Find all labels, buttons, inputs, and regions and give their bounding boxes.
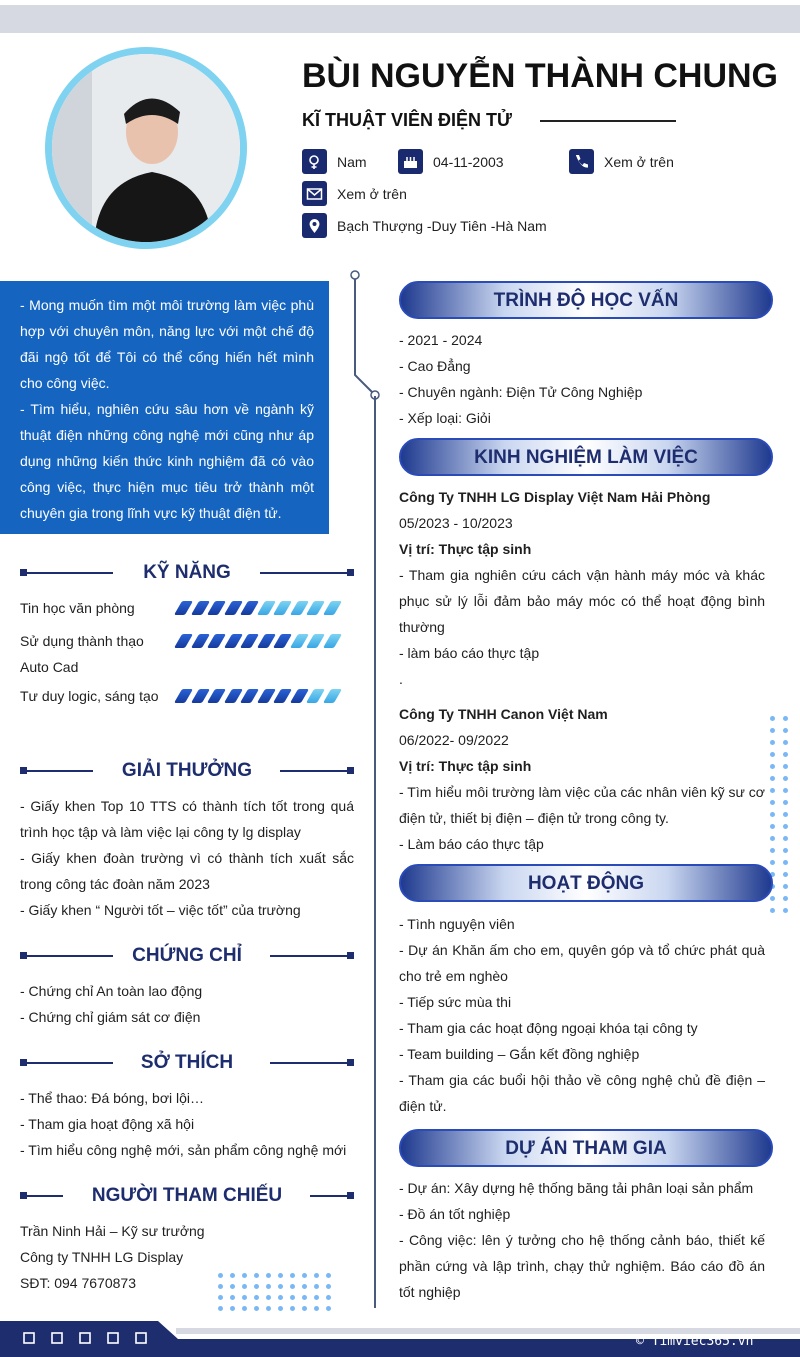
avatar [52,54,240,242]
list-item: - Làm báo cáo thực tập [399,836,544,852]
skill-bar [178,689,343,703]
skill-bar-segment [174,689,193,703]
decor-dot [783,728,788,733]
candidate-name: BÙI NGUYỄN THÀNH CHUNG [302,57,778,95]
decor-dot [302,1295,307,1300]
cake-icon [398,149,423,174]
certificates-list [20,978,354,1030]
list-item: SĐT: 094 7670873 [20,1275,136,1291]
decor-dot [290,1273,295,1278]
decor-dot [290,1306,295,1311]
decor-dot [218,1306,223,1311]
decor-dots [218,1273,331,1311]
decor-dot [783,908,788,913]
references-heading: NGƯỜI THAM CHIẾU [20,1186,354,1206]
address-row [302,213,547,238]
phone-value: Xem ở trên [604,153,674,170]
skill-bar-segment [273,601,292,615]
decor-dot [278,1306,283,1311]
decor-dot [230,1295,235,1300]
decor-dot [278,1284,283,1289]
decor-dot [783,896,788,901]
decor-dot [326,1273,331,1278]
decor-dot [770,740,775,745]
decor-dot [314,1295,319,1300]
birthday-value: 04-11-2003 [433,153,504,170]
decor-dot [770,896,775,901]
activities-list [399,911,765,1119]
skill-name: Tư duy logic, sáng tạo [20,688,159,704]
awards-list [20,793,354,923]
list-item: - Giấy khen Top 10 TTS có thành tích tốt trong quá trình học tập và làm việc lại công ty lg display [20,798,354,840]
list-item: - Chuyên ngành: Điện Tử Công Nghiệp [399,384,643,400]
skill-bar-segment [306,689,325,703]
decor-dot [770,776,775,781]
watermark: © Timviec365.vn [636,1334,754,1349]
timeline-connector [345,265,385,405]
skill-bar-segment [273,634,292,648]
skill-bar-segment [240,634,259,648]
skill-bar [178,601,343,615]
skill-bar-segment [322,689,341,703]
decor-dot [770,728,775,733]
skill-name: Tin học văn phòng [20,600,135,616]
list-item: - Tìm hiểu công nghệ mới, sản phẩm công nghệ mới [20,1142,347,1158]
decor-dot [242,1284,247,1289]
list-item: - Tham gia các hoạt động ngoại khóa tại công ty [399,1020,698,1036]
certificates-heading: CHỨNG CHỈ [20,946,354,966]
decor-dot [242,1273,247,1278]
decor-dot [770,848,775,853]
person-icon [52,54,240,242]
decor-dot [783,740,788,745]
skill-bar [178,634,343,648]
decor-dot [266,1295,271,1300]
decor-dot [770,716,775,721]
awards-heading: GIẢI THƯỞNG [20,761,354,781]
list-item: - Giấy khen đoàn trường vì có thành tích xuất sắc trong công tác đoàn năm 2023 [20,850,354,892]
education-heading: TRÌNH ĐỘ HỌC VẤN [399,281,773,319]
career-objective [0,281,329,534]
decor-dot [783,788,788,793]
decor-dot [242,1295,247,1300]
list-item: - Tình nguyện viên [399,916,515,932]
decor-dot [783,752,788,757]
list-item: - Thể thao: Đá bóng, bơi lội… [20,1090,205,1106]
top-band [0,5,800,33]
decor-dot [770,788,775,793]
experience-heading: KINH NGHIỆM LÀM VIỆC [399,438,773,476]
email-value: Xem ở trên [337,185,407,202]
phone-row [569,149,674,174]
decor-dot [242,1306,247,1311]
decor-dot [254,1306,259,1311]
decor-dot [326,1284,331,1289]
decor-dot [314,1273,319,1278]
decor-dot [783,848,788,853]
timeline-line [374,396,376,1308]
list-item: Trần Ninh Hải – Kỹ sư trưởng [20,1223,205,1239]
list-item: - Tham gia nghiên cứu cách vận hành máy móc và khác phục sử lý lỗi đảm bảo máy móc có thể hoạt động bình thường [399,567,765,635]
skill-bar-segment [174,601,193,615]
decor-dot [230,1306,235,1311]
list-item: - Xếp loại: Giỏi [399,410,491,426]
projects-list [399,1175,765,1305]
email-row [302,181,407,206]
skills-heading: KỸ NĂNG [20,563,354,583]
avatar-ring [45,47,247,249]
education-list [399,327,765,431]
decor-dot [254,1284,259,1289]
skill-bar-segment [273,689,292,703]
decor-dot [770,764,775,769]
skill-bar-segment [322,601,341,615]
decor-dot [783,884,788,889]
decor-dot [302,1273,307,1278]
decor-dot [290,1284,295,1289]
skill-bar-segment [207,689,226,703]
decor-dot [254,1295,259,1300]
decor-dot [770,908,775,913]
list-item: - Tham gia các buổi hội thảo về công nghệ chủ đề điện – điện tử. [399,1072,765,1114]
company-name: Công Ty TNHH LG Display Việt Nam Hải Phòng [399,489,711,505]
activities-heading: HOẠT ĐỘNG [399,864,773,902]
projects-heading: DỰ ÁN THAM GIA [399,1129,773,1167]
list-item: - làm báo cáo thực tập [399,645,540,661]
decor-dot [302,1284,307,1289]
skill-bar-segment [207,634,226,648]
decor-dot [278,1295,283,1300]
decor-dot [783,800,788,805]
decor-dot [770,752,775,757]
list-item: - Chứng chỉ giám sát cơ điện [20,1009,201,1025]
decor-dot [218,1273,223,1278]
job-period: 05/2023 - 10/2023 [399,515,513,531]
decor-dot [783,764,788,769]
decor-dot [218,1284,223,1289]
gender-value: Nam [337,153,367,170]
list-item: - Đồ án tốt nghiệp [399,1206,511,1222]
hobbies-heading: SỞ THÍCH [20,1053,354,1073]
decor-dot [770,812,775,817]
decor-dot [326,1306,331,1311]
gender-icon [302,149,327,174]
job-title: KĨ THUẬT VIÊN ĐIỆN TỬ [302,110,512,130]
list-item: - Dự án: Xây dựng hệ thống băng tải phân loại sản phẩm [399,1180,754,1196]
list-item: Công ty TNHH LG Display [20,1249,184,1265]
decor-dot [783,836,788,841]
decor-dot [783,812,788,817]
list-item: - 2021 - 2024 [399,332,483,348]
skill-bar-segment [240,689,259,703]
job-position: Vị trí: Thực tập sinh [399,541,532,557]
list-item: - Team building – Gắn kết đồng nghiệp [399,1046,640,1062]
list-item: - Tham gia hoạt động xã hội [20,1116,195,1132]
address-value: Bạch Thượng -Duy Tiên -Hà Nam [337,217,547,234]
decor-dot [783,776,788,781]
skill-bar-segment [306,634,325,648]
list-item: . [399,671,403,687]
job-period: 06/2022- 09/2022 [399,732,509,748]
decor-dot [254,1273,259,1278]
decor-dot [326,1295,331,1300]
list-item: - Chứng chỉ An toàn lao động [20,983,203,999]
decor-dot [770,860,775,865]
decor-dot [783,860,788,865]
decor-dot [230,1273,235,1278]
decor-dot [770,800,775,805]
objective-text: - Mong muốn tìm một môi trường làm việc phù hợp với chuyên môn, năng lực với một chế độ đãi ngộ tốt để Tôi có thể cống hiến hết mình cho công việc. - Tìm hiểu, nghiên cứu sâu hơn về ngành kỹ thuật điện những công nghệ mới cũng như áp dụng những kiến thức kinh nghiệm đã có vào công việc, thực hiện mục tiêu trở thành một chuyên gia trong lĩnh vực kỹ thuật điện tử. [20,297,314,521]
decor-dot [278,1273,283,1278]
company-name: Công Ty TNHH Canon Việt Nam [399,706,608,722]
skill-bar-segment [322,634,341,648]
decor-dot [266,1273,271,1278]
list-item: - Công việc: lên ý tưởng cho hệ thống cảnh báo, thiết kế phần cứng và lập trình, chạy thử nghiệm. Báo cáo đồ án tốt nghiệp [399,1232,765,1300]
decor-dot [770,836,775,841]
list-item: - Giấy khen “ Người tốt – việc tốt” của trường [20,902,301,918]
decor-dot [314,1306,319,1311]
location-pin-icon [302,213,327,238]
skill-bar-segment [207,601,226,615]
decor-dot [783,872,788,877]
decor-dot [783,716,788,721]
job-position: Vị trí: Thực tập sinh [399,758,532,774]
decor-dot [218,1295,223,1300]
decor-dot [230,1284,235,1289]
skill-bar-segment [240,601,259,615]
experience-job-1 [399,484,765,692]
decor-dot [783,824,788,829]
decor-dot [266,1306,271,1311]
gender-row [302,149,367,174]
list-item: - Tiếp sức mùa thi [399,994,512,1010]
skill-name: Sử dụng thành thạo Auto Cad [20,633,144,675]
skill-bar-segment [174,634,193,648]
decor-dot [302,1306,307,1311]
envelope-icon [302,181,327,206]
phone-icon [569,149,594,174]
decor-dot [314,1284,319,1289]
decor-dot [770,824,775,829]
list-item: - Tìm hiểu môi trường làm việc của các nhân viên kỹ sư cơ điện tử, thiết bị điện – điện tử trong công ty. [399,784,765,826]
skill-bar-segment [306,601,325,615]
title-underline [540,120,676,122]
hobbies-list [20,1085,354,1163]
decor-dot [290,1295,295,1300]
birthday-row [398,149,504,174]
experience-job-2 [399,701,765,857]
decor-dot [266,1284,271,1289]
list-item: - Cao Đẳng [399,358,471,374]
list-item: - Dự án Khăn ấm cho em, quyên góp và tổ chức phát quà cho trẻ em nghèo [399,942,765,984]
